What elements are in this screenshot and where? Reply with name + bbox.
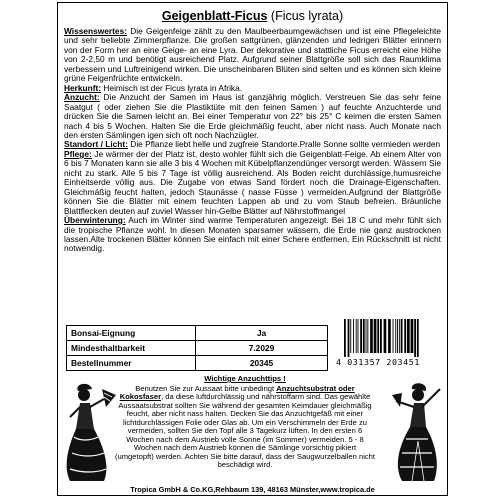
barcode-bar (384, 319, 387, 353)
barcode-bar (350, 319, 351, 353)
barcode-bar (407, 319, 410, 353)
barcode-bar (353, 319, 354, 353)
section-heading: Standort / Licht: (64, 139, 128, 150)
page-title (58, 9, 447, 23)
section-pflege (64, 150, 441, 216)
section-text: Je wärmer der der Platz ist, desto wohler fühlt sich die Geigenblatt-Feige. Ab einem Alter von 6 bis 7 Monaten kann sie alle 3 bis 4 Wochen mit Kübelpflanzendünger versorgt werden. Wässern Sie nicht zu stark. Alle 5 bis 7 Tage ist völlig ausreichend. Als Boden reicht durchlässige,humusreiche Einheitserde völlig aus. Die Zugabe von etwas Sand fördert noch die Drainage-Eigenschaften. Gleichmäßig feucht halten, jedoch Staunässe ( nasse Füsse ) vermeiden.Aufgrund der Blattgröße können Sie die Blätter mit einem feuchten Lappen ab und zu vom Staub befreien. Bräunliche Blattflecken deuten auf zuviel Wasser hin-Gelbe Blätter auf Nährstoffmangel (64, 148, 441, 216)
section-heading: Überwinterung: (64, 215, 126, 226)
barcode-bar (388, 319, 391, 353)
barcode-bar (366, 319, 367, 353)
product-table (66, 325, 328, 371)
tips-heading: Wichtige Anzuchttips ! (204, 374, 286, 383)
seed-packet-label (57, 2, 448, 496)
title-name: Geigenblatt-Ficus (161, 9, 268, 23)
barcode-graphic (342, 319, 440, 357)
barcode-bar (414, 319, 416, 357)
dancer-illustration-left (60, 381, 118, 485)
table-row (67, 326, 328, 341)
barcode-bar (374, 319, 377, 353)
table-cell-label: Bonsai-Eignung (67, 326, 196, 341)
section-heading: Herkunft: (64, 82, 102, 93)
barcode-bar (363, 319, 365, 353)
section-text: Die Pflanze liebt helle und zugfreie Standorte.Pralle Sonne sollte vermieden werden (127, 139, 441, 150)
section-heading: Wissenswertes: (64, 26, 127, 36)
section-text: Die Anzucht der Samen im Haus ist ganzjährig möglich. Verstreuen Sie das sehr feine Saatgut ( oder ziehen Sie die Plastiktüte mit den feinen Samen ) auf feuchte Anzuchterde und drücken Sie die Samen leicht an. Bei einer Temperatur von 22° bis 25° C keimen die ersten Samen nach 4 bis 5 Wochen. Halten Sie die Erde gleichmäßig feucht, aber nicht nass. Auch Monate nach den ersten Sämlingen igen sich oft noch Nachzügler. (64, 92, 441, 140)
tips-text-post: , da diese luftdurchlässig und nährstoffarm sind. Das gewählte Aussaatsubstrat sollten Sie während der gesamten Keimdauer gleichmäßig feucht, aber nicht nass halten. Decken Sie das Anzuchtgefäß mit einer lichtdurchlässigen Folie oder Glas ab. Um ein Verschimmeln der Erde zu vermeiden, sollten Sie den Topf alle 3 Tagekurz lüften. In den ersten 6 Wochen nach dem Austrieb volle Sonne (im Sommer) vermeiden. 5 - 8 Wochen nach dem Austrieb können die Sämlinge vorsichtig pikiert (umgetopft) werden. Achten Sie bitte darauf, dass der Saugwurzelballen nicht beschädigt wird. (114, 392, 376, 470)
barcode-bar (404, 319, 406, 353)
care-instructions (64, 27, 441, 254)
barcode-bar (358, 319, 359, 353)
tips-text-pre: Benutzen Sie zur Aussaat bitte unbedingt (135, 383, 277, 393)
barcode-bar (401, 319, 403, 353)
barcode-bar (356, 319, 357, 353)
table-cell-label: Bestellnummer (67, 356, 196, 371)
section-text: Auch im Winter sind warme Temperaturen angezeigt. Bei 18 C und mehr fühlt sich die tropische Pflanze wohl. In diesen Monaten sparsamer wässern, die Erde nie ganz austrocknen lassen.Alte trockenen Blätter können Sie einfach mit einer Schere entfernen. Ein Rückschnitt ist nicht notwendig. (64, 215, 441, 254)
title-latin: (Ficus lyrata) (270, 9, 344, 23)
section-text: Die Geigenfeige zählt zu den Maulbeerbaumgewächsen und ist eine Pflegeleichte und sehr beliebte Zimmerpflanze. Die großen sattgrünen, glänzenden und ledrigen Blätter erinnern von der Form her an eine Geige- an eine Lyra. Der dekorative und stattliche Ficus erreicht eine Höhe von 2-2,50 m und benötigt ausreichend Platz. Aufgrund seiner Blattgröße soll sich das Raumklima verbessern und Luftreinigend wirken. Die unscheinbaren Blüten sind selten und es können sich kleine grüne Feigenfrüchte entwickeln. (64, 26, 441, 84)
section-text: Heimisch ist der Ficus lyrata in Afrika. (101, 82, 243, 93)
barcode-bar (367, 319, 368, 353)
tips-text-bold: Anzuchtsubstrat oder Kokosfaser (119, 383, 355, 402)
barcode-bar (411, 319, 414, 353)
barcode-number: 4 031357 203451 (336, 357, 420, 367)
section-heading: Anzucht: (64, 92, 100, 103)
barcode-bar (360, 319, 362, 353)
barcode-bar (393, 319, 394, 353)
table-cell-label: Mindesthaltbarkeit (67, 341, 196, 356)
table-row (67, 356, 328, 371)
barcode-bar (417, 319, 419, 357)
barcode-bar (395, 319, 396, 353)
table-cell-value: Ja (196, 326, 328, 341)
barcode-bar (397, 319, 398, 353)
barcode-bar (370, 319, 373, 353)
section-ueberwinterung (64, 216, 441, 254)
dancer-illustration-right (388, 381, 446, 485)
barcode-bar (399, 319, 400, 353)
table-row (67, 341, 328, 356)
barcode-bar (377, 319, 379, 353)
table-cell-value: 7.2029 (196, 341, 328, 356)
germination-tips (114, 375, 376, 470)
table-cell-value: 20345 (196, 356, 328, 371)
barcode-bar (348, 319, 350, 357)
barcode-bar (344, 319, 346, 357)
section-anzucht (64, 93, 441, 140)
section-wissenswertes (64, 27, 441, 84)
company-footer: Tropica GmbH & Co.KG,Rehbaum 139, 48163 Münster,www.tropica.de (130, 485, 375, 494)
product-info-area (64, 315, 441, 369)
section-heading: Pflege: (64, 148, 92, 159)
barcode-bar (380, 319, 382, 353)
